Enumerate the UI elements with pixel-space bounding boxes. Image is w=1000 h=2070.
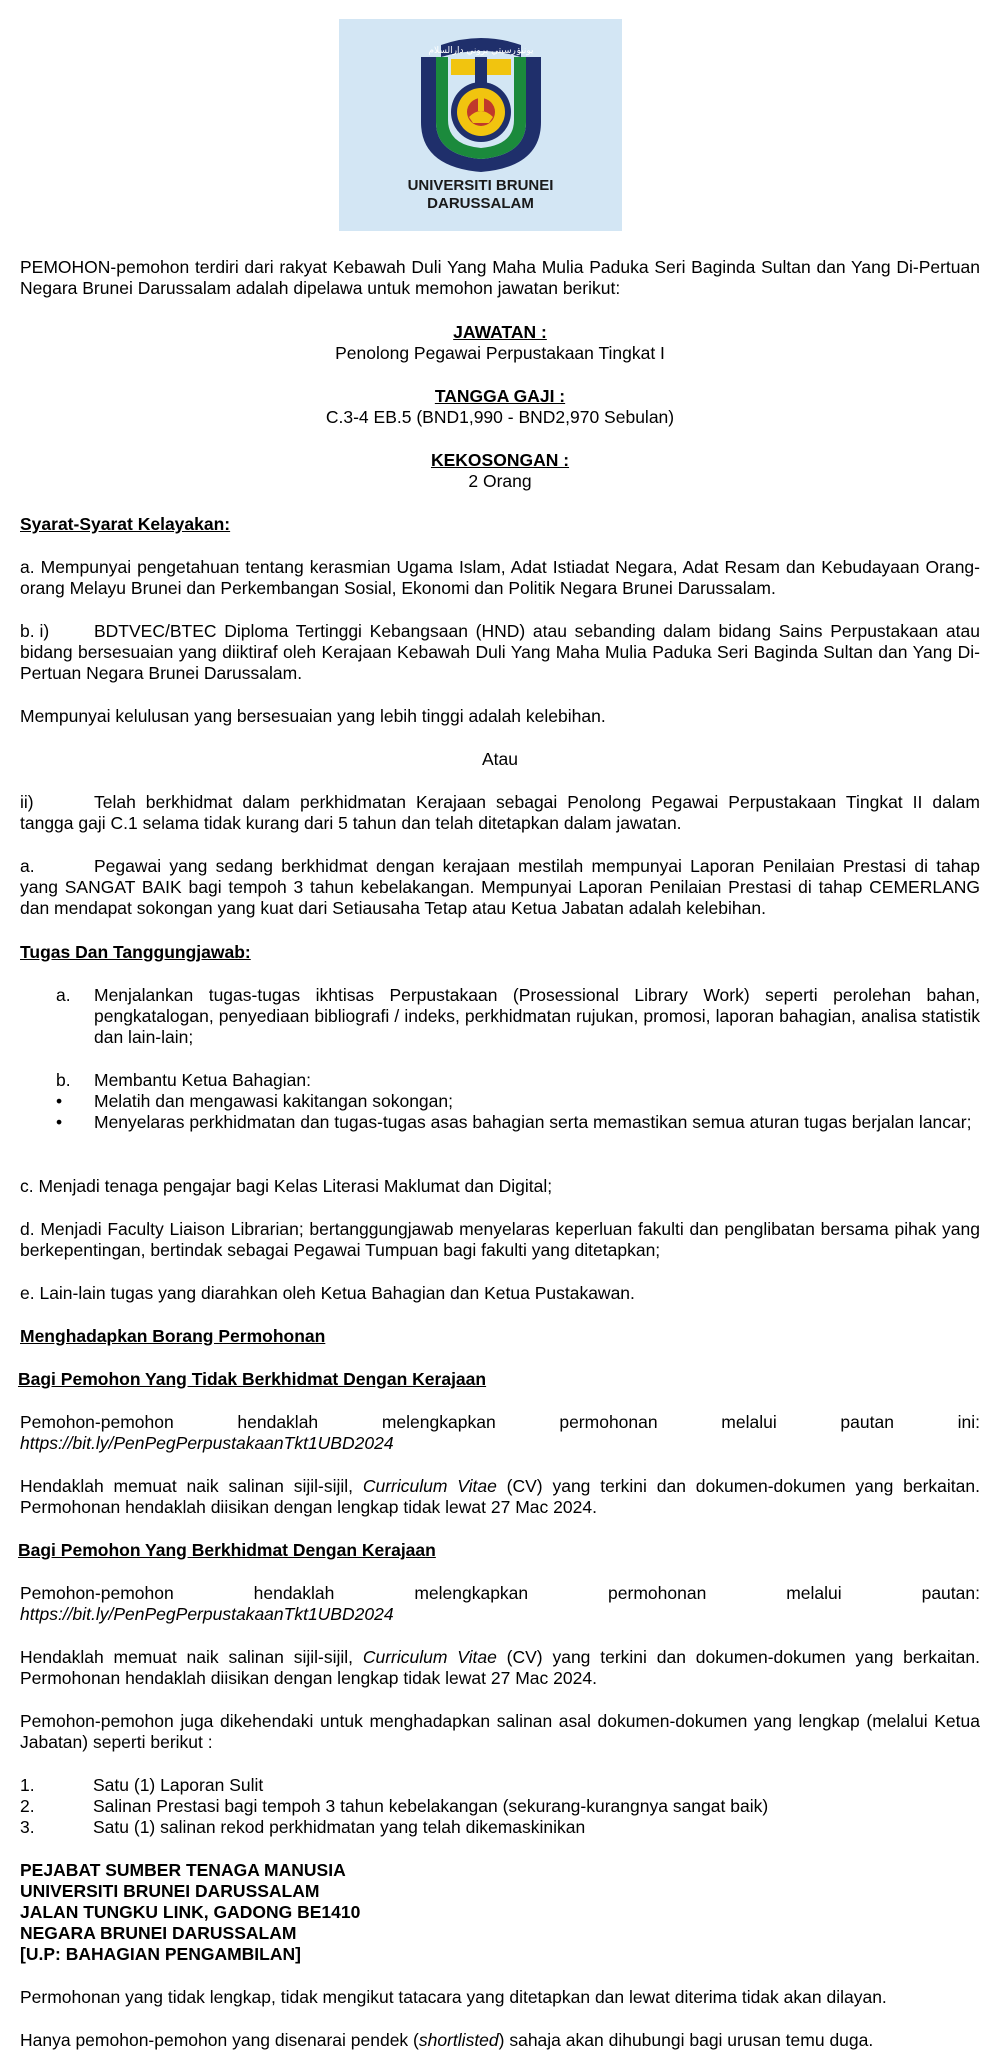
tugas-c: c. Menjadi tenaga pengajar bagi Kelas Literasi Maklumat dan Digital; (20, 1176, 553, 1196)
tugas-bullet-2-text: Menyelaras perkhidmatan dan tugas-tugas asas bahagian serta memastikan semua aturan tugas berjalan lancar; (94, 1112, 972, 1132)
kekosongan-value: 2 Orang (468, 471, 532, 491)
syarat-ii-label: ii) (20, 792, 34, 812)
syarat-a2-text: Pegawai yang sedang berkhidmat dengan kerajaan mestilah mempunyai Laporan Penilaian Prestasi di tahap yang SANGAT BAIK bagi tempoh 3 tahun kebelakangan. Mempunyai Laporan Penilaian Prestasi di tahap CEMERLANG dan mendapat sokongan yang kuat dari Setiausaha Tetap atau Ketua Jabatan adalah kelebihan. (20, 856, 980, 918)
footer-post: ) sahaja akan dihubungi bagi urusan temu duga. (498, 2030, 874, 2050)
tugas-e: e. Lain-lain tugas yang diarahkan oleh Ketua Bahagian dan Ketua Pustakawan. (20, 1283, 635, 1303)
footer-note-2 (20, 2030, 980, 2051)
word: permohonan (608, 1583, 707, 1603)
word: hendaklah (237, 1412, 319, 1432)
bullet-icon: • (56, 1112, 63, 1132)
syarat-kelebihan: Mempunyai kelulusan yang bersesuaian yang lebih tinggi adalah kelebihan. (20, 706, 606, 726)
word: pautan (840, 1412, 894, 1432)
tidak-heading: Bagi Pemohon Yang Tidak Berkhidmat Dengan Kerajaan (18, 1369, 487, 1389)
footer-em: shortlisted (418, 2030, 499, 2050)
tugas-b-text: Membantu Ketua Bahagian: (94, 1070, 311, 1090)
ubd-crest-icon (411, 27, 551, 177)
syarat-b-label: b. i) (20, 621, 50, 641)
logo-name-line1: UNIVERSITI BRUNEI (407, 177, 554, 194)
muat-post: (CV) yang terkini dan dokumen-dokumen yang berkaitan. Permohonan hendaklah diisikan dengan lengkap tidak lewat 27 Mac 2024. (20, 1647, 980, 1688)
word: melengkapkan (381, 1412, 496, 1432)
kekosongan-heading: KEKOSONGAN : (430, 450, 570, 470)
borang-heading: Menghadapkan Borang Permohonan (20, 1326, 326, 1346)
tugas-b-label: b. (56, 1070, 71, 1090)
tidak-muat-naik (20, 1476, 980, 1518)
tugas-heading: Tugas Dan Tanggungjawab: (20, 942, 251, 962)
syarat-atau: Atau (482, 749, 518, 769)
word: melalui (786, 1583, 842, 1603)
list-text: Salinan Prestasi bagi tempoh 3 tahun kebelakangan (sekurang-kurangnya sangat baik) (93, 1796, 769, 1816)
berkhidmat-instruction (20, 1583, 980, 1604)
ubd-logo (339, 19, 622, 231)
salinan-paragraph: Pemohon-pemohon juga dikehendaki untuk menghadapkan salinan asal dokumen-dokumen yang lengkap (melalui Ketua Jabatan) seperti berikut : (20, 1711, 980, 1752)
word: permohonan (559, 1412, 658, 1432)
footer-pre: Hanya pemohon-pemohon yang disenarai pendek ( (20, 2030, 419, 2050)
word: hendaklah (253, 1583, 335, 1603)
list-number: 1. (20, 1775, 35, 1795)
muat-cv: Curriculum Vitae (362, 1476, 497, 1496)
muat-cv: Curriculum Vitae (362, 1647, 497, 1667)
jawi-text: يونيۏرسيتي بروني دارالسلام (428, 46, 534, 56)
muat-pre: Hendaklah memuat naik salinan sijil-sijil, (20, 1476, 354, 1496)
syarat-heading: Syarat-Syarat Kelayakan: (20, 514, 231, 534)
address-line-5: [U.P: BAHAGIAN PENGAMBILAN] (20, 1944, 301, 1964)
address-line-1: PEJABAT SUMBER TENAGA MANUSIA (20, 1860, 346, 1880)
footer-note-1: Permohonan yang tidak lengkap, tidak mengikut tatacara yang ditetapkan dan lewat diterima tidak akan dilayan. (20, 1987, 887, 2007)
gaji-value: C.3-4 EB.5 (BND1,990 - BND2,970 Sebulan) (325, 407, 675, 427)
syarat-a: a. Mempunyai pengetahuan tentang kerasmian Ugama Islam, Adat Istiadat Negara, Adat Resam dan Kebudayaan Orang-orang Melayu Brunei dan Perkembangan Sosial, Ekonomi dan Politik Negara Brunei Darussalam. (20, 557, 980, 598)
intro-paragraph: PEMOHON-pemohon terdiri dari rakyat Kebawah Duli Yang Maha Mulia Paduka Seri Baginda Sultan dan Yang Di-Pertuan Negara Brunei Darussalam adalah dipelawa untuk memohon jawatan berikut: (20, 257, 980, 298)
jawatan-heading: JAWATAN : (453, 322, 547, 342)
list-text: Satu (1) Laporan Sulit (93, 1775, 264, 1795)
tidak-link[interactable]: https://bit.ly/PenPegPerpustakaanTkt1UBD2024 (20, 1433, 394, 1453)
word: ini: (957, 1412, 980, 1432)
syarat-a2-label: a. (20, 856, 35, 876)
word: melalui (721, 1412, 777, 1432)
berkhidmat-muat-naik (20, 1647, 980, 1689)
list-number: 3. (20, 1817, 35, 1837)
tugas-a-label: a. (56, 985, 71, 1005)
word: melengkapkan (414, 1583, 529, 1603)
tugas-d: d. Menjadi Faculty Liaison Librarian; bertanggungjawab menyelaras keperluan fakulti dan penglibatan bersama pihak yang berkepentingan, bertindak sebagai Pegawai Tumpuan bagi fakulti yang ditetapkan; (20, 1219, 980, 1260)
logo-name-line2: DARUSSALAM (427, 195, 534, 212)
muat-pre: Hendaklah memuat naik salinan sijil-sijil, (20, 1647, 354, 1667)
list-number: 2. (20, 1796, 35, 1816)
gaji-heading: TANGGA GAJI : (434, 386, 566, 406)
word: pautan: (921, 1583, 980, 1603)
address-line-3: JALAN TUNGKU LINK, GADONG BE1410 (20, 1902, 361, 1922)
syarat-ii-text: Telah berkhidmat dalam perkhidmatan Kerajaan sebagai Penolong Pegawai Perpustakaan Tingkat II dalam tangga gaji C.1 selama tidak kurang dari 5 tahun dan telah ditetapkan dalam jawatan. (20, 792, 980, 833)
word: Pemohon-pemohon (20, 1412, 174, 1432)
tugas-a-text: Menjalankan tugas-tugas ikhtisas Perpustakaan (Prosessional Library Work) seperti perolehan bahan, pengkatalogan, penyediaan bibliografi / indeks, perkhidmatan rujukan, promosi, laporan bahagian, analisa statistik dan lain-lain; (94, 985, 980, 1047)
jawatan-value: Penolong Pegawai Perpustakaan Tingkat I (335, 343, 665, 363)
word: Pemohon-pemohon (20, 1583, 174, 1603)
tugas-bullet-1-text: Melatih dan mengawasi kakitangan sokongan; (94, 1091, 453, 1111)
address-line-2: UNIVERSITI BRUNEI DARUSSALAM (20, 1881, 320, 1901)
berkhidmat-link[interactable]: https://bit.ly/PenPegPerpustakaanTkt1UBD2024 (20, 1604, 394, 1624)
list-text: Satu (1) salinan rekod perkhidmatan yang telah dikemaskinikan (93, 1817, 586, 1837)
bullet-icon: • (56, 1091, 63, 1111)
berkhidmat-heading: Bagi Pemohon Yang Berkhidmat Dengan Kerajaan (18, 1540, 436, 1560)
muat-post: (CV) yang terkini dan dokumen-dokumen yang berkaitan. Permohonan hendaklah diisikan dengan lengkap tidak lewat 27 Mac 2024. (20, 1476, 980, 1517)
syarat-b-text: BDTVEC/BTEC Diploma Tertinggi Kebangsaan (HND) atau sebanding dalam bidang Sains Perpustakaan atau bidang bersesuaian yang diiktiraf oleh Kerajaan Kebawah Duli Yang Maha Mulia Paduka Seri Baginda Sultan dan Yang Di-Pertuan Negara Brunei Darussalam. (20, 621, 980, 683)
tidak-instruction (20, 1412, 980, 1433)
address-line-4: NEGARA BRUNEI DARUSSALAM (20, 1923, 297, 1943)
